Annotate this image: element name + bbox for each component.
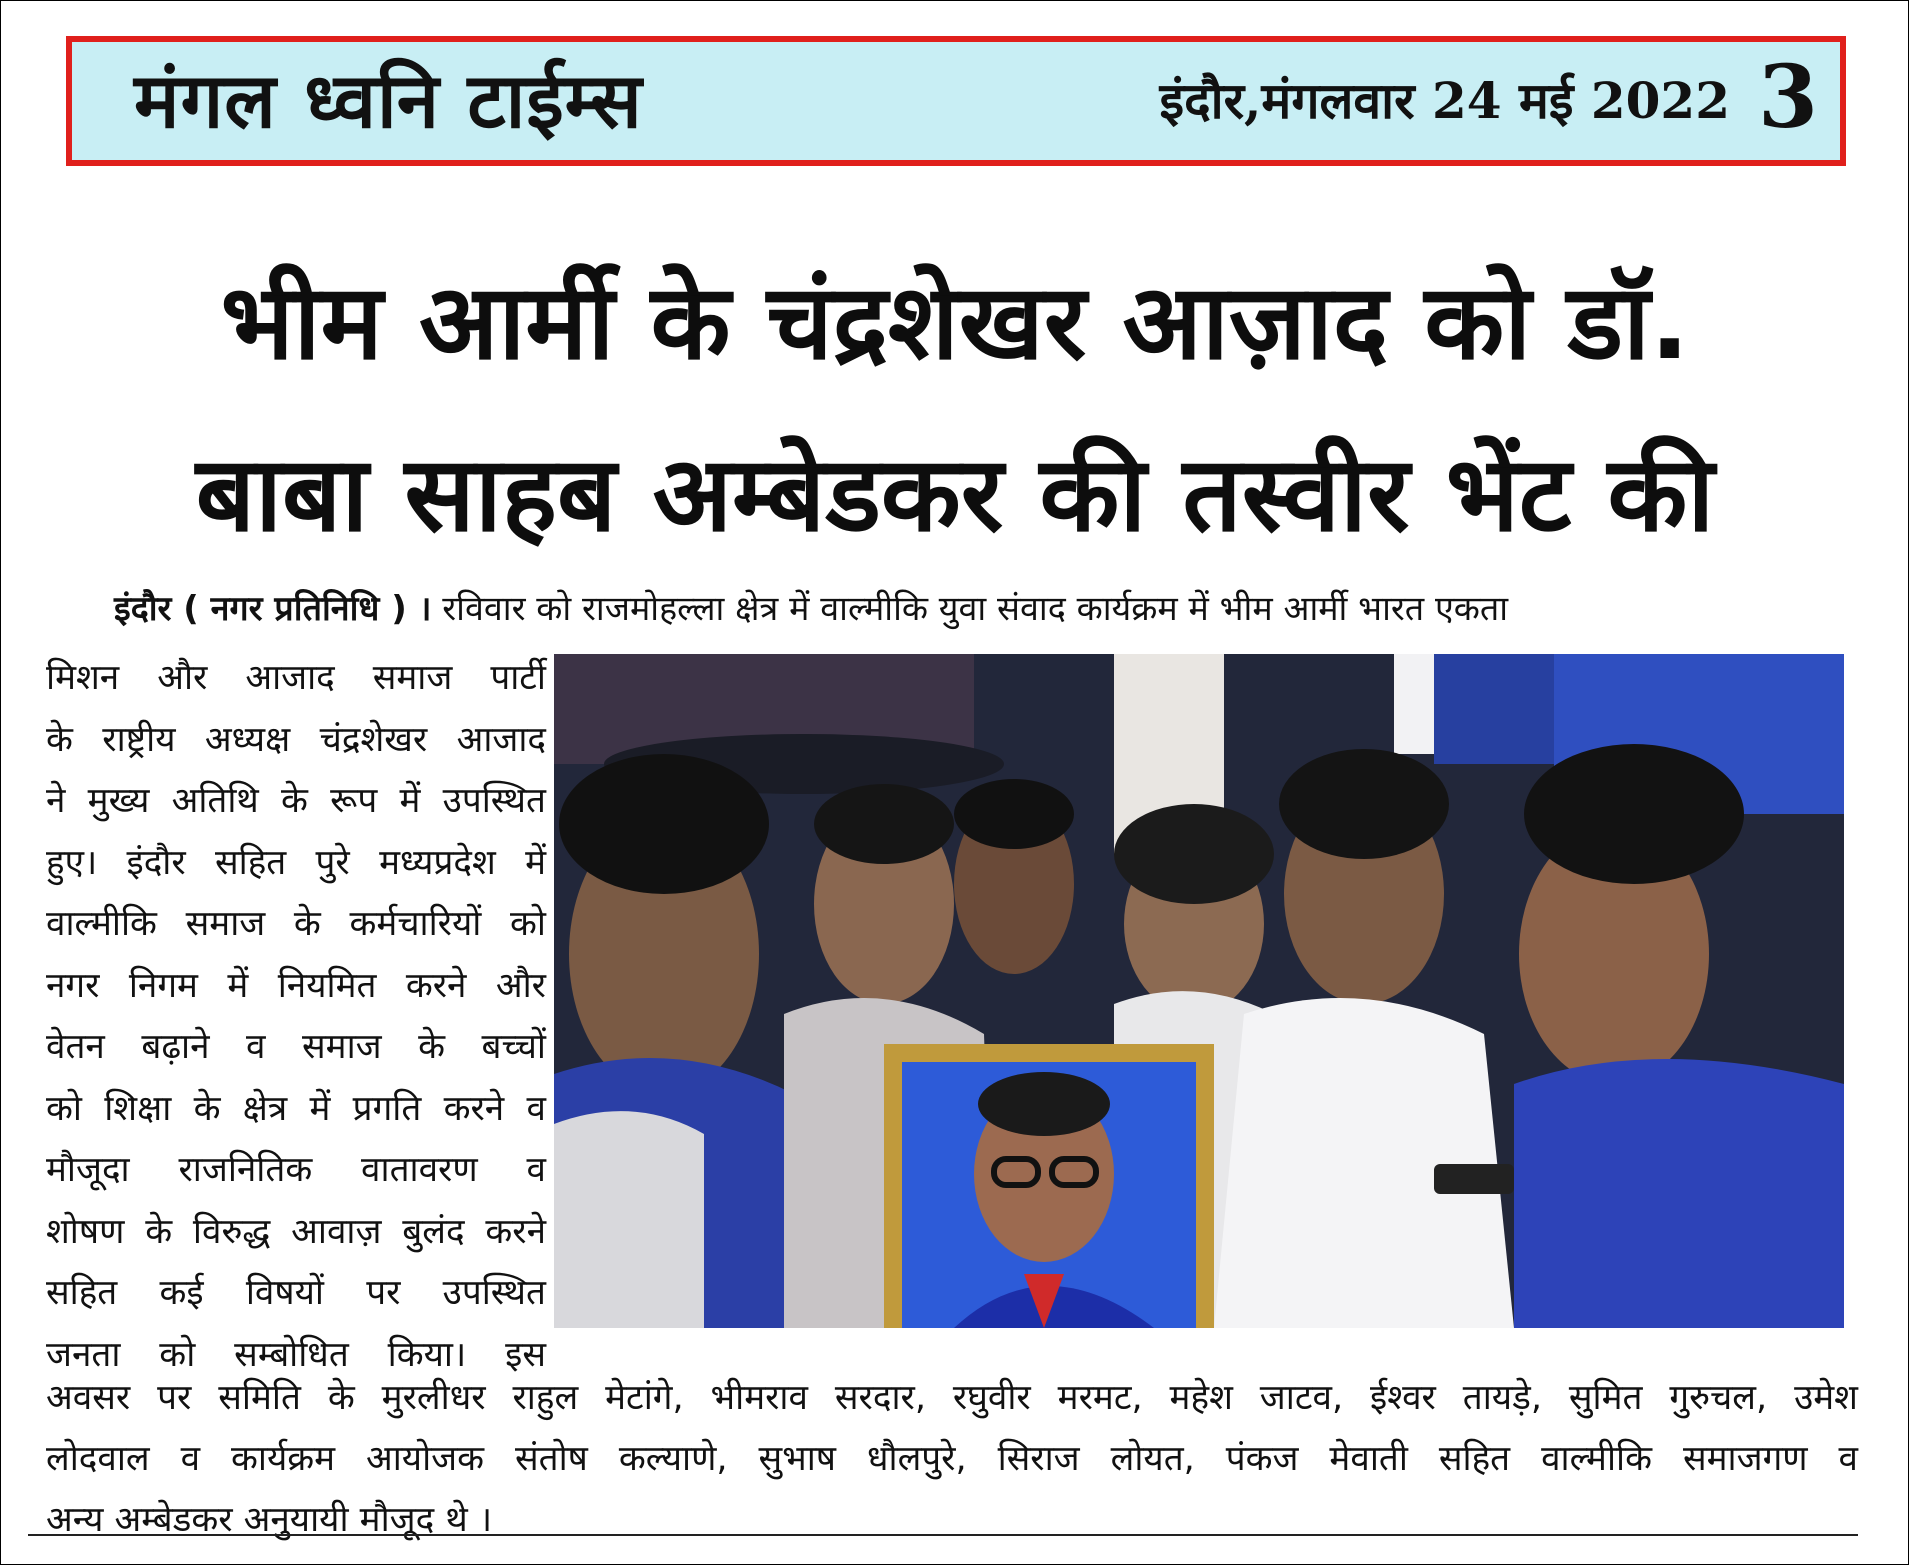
column-line: सहित कई विषयों पर उपस्थित — [46, 1273, 546, 1313]
article-lead-row — [114, 584, 1864, 634]
continuation-line: अन्य अम्बेडकर अनुयायी मौजूद थे । — [46, 1500, 493, 1540]
article-continuation — [46, 1368, 1858, 1551]
continuation-line: अवसर पर समिति के मुरलीधर राहुल मेटांगे, भीमराव सरदार, रघुवीर मरमट, महेश जाटव, ईश्वर तायड़े, सुमित गुरुचल, उमेश — [46, 1378, 1858, 1418]
article-column — [46, 648, 546, 1386]
column-line: वाल्मीकि समाज के कर्मचारियों को — [46, 904, 546, 944]
column-line: हुए। इंदौर सहित पुरे मध्यप्रदेश में — [46, 842, 546, 883]
news-photo-illustration — [554, 654, 1844, 1328]
column-line: नगर निगम में नियमित करने और — [46, 965, 546, 1006]
column-line: शोषण के विरुद्ध आवाज़ बुलंद करने — [46, 1211, 546, 1252]
continuation-line: लोदवाल व कार्यक्रम आयोजक संतोष कल्याणे, सुभाष धौलपुरे, सिराज लोयत, पंकज मेवाती सहित वाल्मीकि समाजगण व — [46, 1439, 1858, 1479]
headline-line-2: बाबा साहब अम्बेडकर की तस्वीर भेंट की — [195, 433, 1715, 555]
bottom-rule — [28, 1534, 1858, 1536]
article-lead: रविवार को राजमोहल्ला क्षेत्र में वाल्मीकि युवा संवाद कार्यक्रम में भीम आर्मी भारत एकता — [442, 589, 1509, 629]
masthead — [66, 36, 1846, 166]
column-line: मिशन और आजाद समाज पार्टी — [46, 658, 546, 698]
column-line: को शिक्षा के क्षेत्र में प्रगति करने व — [46, 1088, 546, 1129]
column-line: वेतन बढ़ाने व समाज के बच्चों — [46, 1027, 546, 1067]
headline-line-1: भीम आर्मी के चंद्रशेखर आज़ाद को डॉ. — [220, 261, 1690, 383]
page-number: 3 — [1758, 47, 1818, 148]
article-dateline: इंदौर ( नगर प्रतिनिधि ) । — [114, 589, 432, 629]
article-headline — [60, 236, 1850, 580]
issue-date: इंदौर,मंगलवार 24 मई 2022 — [1159, 71, 1730, 130]
newspaper-title: मंगल ध्वनि टाईम्स — [134, 56, 643, 145]
column-line: जनता को सम्बोधित किया। इस — [46, 1334, 546, 1375]
news-photo — [554, 654, 1844, 1328]
column-line: मौजूदा राजनितिक वातावरण व — [46, 1150, 546, 1190]
column-line: ने मुख्य अतिथि के रूप में उपस्थित — [46, 781, 546, 821]
column-line: के राष्ट्रीय अध्यक्ष चंद्रशेखर आजाद — [46, 719, 546, 760]
